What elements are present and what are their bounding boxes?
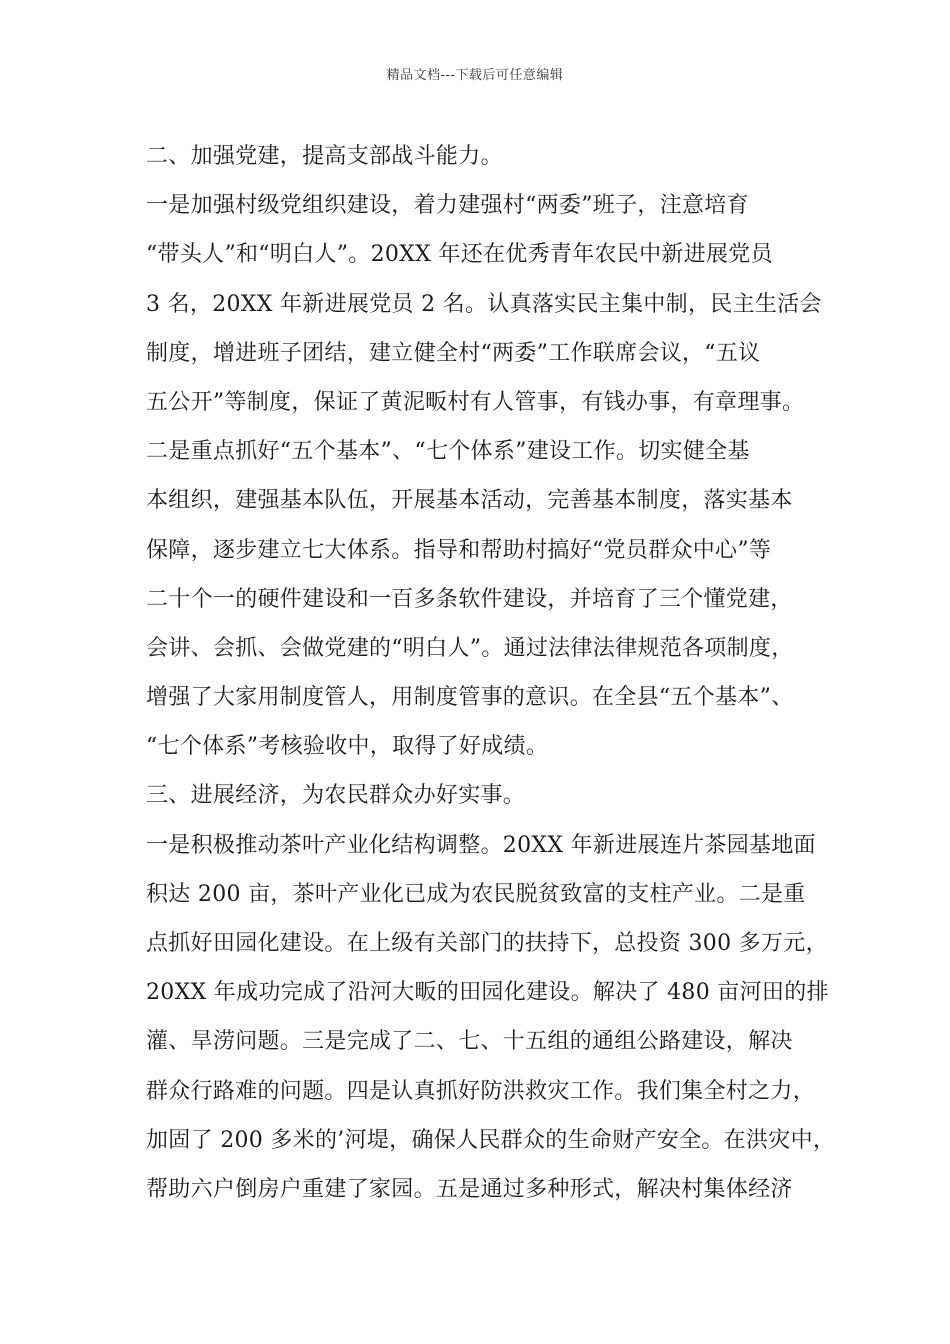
- text-line: 一是加强村级党组织建设，着力建强村“两委”班子，注意培育: [146, 193, 749, 219]
- text-line: “带头人”和“明白人”。20XX 年还在优秀青年农民中新进展党员: [146, 242, 773, 268]
- document-body: [146, 132, 836, 1214]
- text-line: 制度，增进班子团结，建立健全村“两委”工作联席会议，“五议: [146, 340, 761, 366]
- text-line: 二十个一的硬件建设和一百多条软件建设，并培育了三个懂党建，: [146, 586, 793, 612]
- text-line: 加固了 200 多米的’河堤，确保人民群众的生命财产安全。在洪灾中，: [146, 1127, 836, 1153]
- text-line: “七个体系”考核验收中，取得了好成绩。: [146, 734, 549, 760]
- text-line: 群众行路难的问题。四是认真抓好防洪救灾工作。我们集全村之力，: [146, 1078, 816, 1104]
- text-line: 二、加强党建，提高支部战斗能力。: [146, 144, 503, 169]
- text-line: 灌、旱涝问题。三是完成了二、七、十五组的通组公路建设，解决: [146, 1029, 793, 1055]
- text-line: 3 名，20XX 年新进展党员 2 名。认真落实民主集中制，民主生活会: [146, 291, 822, 317]
- text-line: 保障，逐步建立七大体系。指导和帮助村搞好“党员群众中心”等: [146, 537, 772, 563]
- text-line: 本组织，建强基本队伍，开展基本活动，完善基本制度，落实基本: [146, 488, 793, 514]
- page-header: 精品文档---下载后可任意编辑: [386, 68, 564, 83]
- text-line: 会讲、会抓、会做党建的“明白人”。通过法律法律规范各项制度，: [146, 635, 794, 661]
- text-line: 点抓好田园化建设。在上级有关部门的扶持下，总投资 300 多万元，: [146, 931, 828, 956]
- text-line: 20XX 年成功完成了沿河大畈的田园化建设。解决了 480 亩河田的排: [146, 980, 829, 1006]
- text-line: 二是重点抓好“五个基本”、“七个体系”建设工作。切实健全基: [146, 439, 750, 465]
- text-line: 一是积极推动茶叶产业化结构调整。20XX 年新进展连片茶园基地面: [146, 832, 816, 858]
- text-line: 积达 200 亩，茶叶产业化已成为农民脱贫致富的支柱产业。二是重: [146, 881, 806, 907]
- text-line: 五公开”等制度，保证了黄泥畈村有人管事，有钱办事，有章理事。: [146, 389, 805, 415]
- text-line: 增强了大家用制度管人，用制度管事的意识。在全县“五个基本”、: [146, 685, 794, 711]
- text-line: 三、进展经济，为农民群众办好实事。: [146, 783, 526, 809]
- text-line: 帮助六户倒房户重建了家园。五是通过多种形式，解决村集体经济: [146, 1176, 793, 1202]
